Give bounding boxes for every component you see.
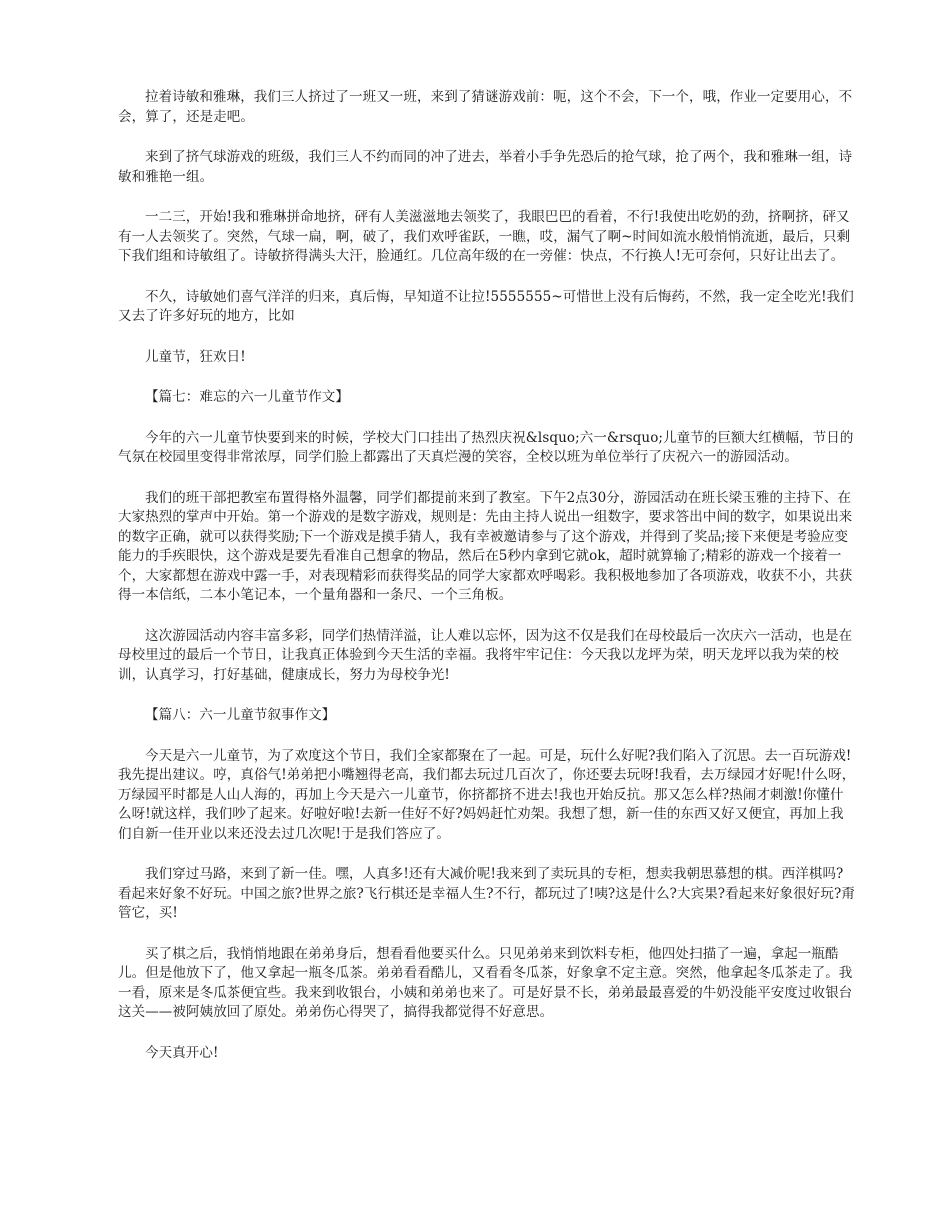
paragraph: 这次游园活动内容丰富多彩，同学们热情洋溢，让人难以忘怀，因为这不仅是我们在母校最后一次庆六一活动，也是在母校里过的最后一个节日，让我真正体验到今天生活的幸福。我将牢牢记住：今天我以龙坪为荣，明天龙坪以我为荣的校训，认真学习，打好基础，健康成长，努力为母校争光! xyxy=(118,627,853,683)
paragraph: 今天真开心! xyxy=(145,1044,219,1061)
paragraph: 今年的六一儿童节快要到来的时候，学校大门口挂出了热烈庆祝&lsquo;六一&rsquo;儿童节的巨额大红横幅，节日的气氛在校园里变得非常浓厚，同学们脸上都露出了天真烂漫的笑容，全校以班为单位举行了庆祝六一的游园活动。 xyxy=(118,429,854,465)
document-body xyxy=(118,88,856,1084)
section-heading: 【篇八：六一儿童节叙事作文】 xyxy=(145,707,336,723)
paragraph: 一二三，开始!我和雅琳拼命地挤，砰有人美滋滋地去领奖了，我眼巴巴的看着，不行!我使出吃奶的劲，挤啊挤，砰又有一人去领奖了。突然，气球一扁，啊，破了，我们欢呼雀跃，一瞧，哎，漏气了啊~时间如流水般悄悄流逝，最后，只剩下我们组和诗敏组了。诗敏挤得满头大汗，脸通红。几位高年级的在一旁催：快点，不行换人!无可奈何，只好让出去了。 xyxy=(118,209,851,264)
paragraph: 拉着诗敏和雅琳，我们三人挤过了一班又一班，来到了猜谜游戏前：呃，这个不会，下一个，哦，作业一定要用心，不会，算了，还是走吧。 xyxy=(118,89,853,125)
paragraph: 我们穿过马路，来到了新一佳。嘿，人真多!还有大减价呢!我来到了卖玩具的专柜，想卖我朝思慕想的棋。西洋棋吗?看起来好象不好玩。中国之旅?世界之旅?飞行棋还是幸福人生?不行，都玩过了!咦?这是什么?大宾果?看起来好象很好玩?甭管它，买! xyxy=(118,866,855,921)
paragraph: 我们的班干部把教室布置得格外温馨，同学们都提前来到了教室。下午2点30分，游园活动在班长梁玉雅的主持下、在大家热烈的掌声中开始。第一个游戏的是数字游戏，规则是：先由主持人说出一组数字，要求答出中间的数字，如果说出来的数字正确，就可以获得奖励;下一个游戏是摸手猜人，我有幸被邀请参与了这个游戏，并得到了奖品;接下来便是考验应变能力的手疾眼快，这个游戏是要先看准自己想拿的物品，然后在5秒内拿到它就ok，超时就算输了;精彩的游戏一个接着一个，大家都想在游戏中露一手，对表现精彩而获得奖品的同学大家都欢呼喝彩。我积极地参加了各项游戏，收获不小，共获得一本信纸，二本小笔记本，一个量角器和一条尺、一个三角板。 xyxy=(118,489,853,603)
section-heading: 【篇七：难忘的六一儿童节作文】 xyxy=(145,389,349,405)
paragraph: 不久，诗敏她们喜气洋洋的归来，真后悔，早知道不让拉!5555555~可惜世上没有后悔药，不然，我一定全吃光!我们又去了许多好玩的地方，比如 xyxy=(118,288,854,324)
paragraph: 买了棋之后，我悄悄地跟在弟弟身后，想看看他要买什么。只见弟弟来到饮料专柜，他四处扫描了一遍，拿起一瓶酷儿。但是他放下了，他又拿起一瓶冬瓜茶。弟弟看看酷儿，又看看冬瓜茶，好象拿不定主意。突然，他拿起冬瓜茶走了。我一看，原来是冬瓜茶便宜些。我来到收银台，小姨和弟弟也来了。可是好景不长，弟弟最最喜爱的牛奶没能平安度过收银台这关——被阿姨放回了原处。弟弟伤心得哭了，搞得我都觉得不好意思。 xyxy=(118,945,853,1020)
paragraph: 来到了挤气球游戏的班级，我们三人不约而同的冲了进去，举着小手争先恐后的抢气球，抢了两个，我和雅琳一组，诗敏和雅艳一组。 xyxy=(118,149,853,185)
paragraph: 今天是六一儿童节，为了欢度这个节日，我们全家都聚在了一起。可是，玩什么好呢?我们陷入了沉思。去一百玩游戏!我先提出建议。哼，真俗气!弟弟把小嘴翘得老高，我们都去玩过几百次了，你还要去玩呀!我看，去万绿园才好呢!什么呀，万绿园平时都是人山人海的，再加上今天是六一儿童节，你挤都挤不进去!我也开始反抗。那又怎么样?热闹才刺激!你懂什么呀!就这样，我们吵了起来。好啦好啦!去新一佳好不好?妈妈赶忙劝架。我想了想，新一佳的东西又好又便宜，再加上我们自新一佳开业以来还没去过几次呢!于是我们答应了。 xyxy=(118,747,856,842)
paragraph: 儿童节，狂欢日! xyxy=(145,348,246,365)
